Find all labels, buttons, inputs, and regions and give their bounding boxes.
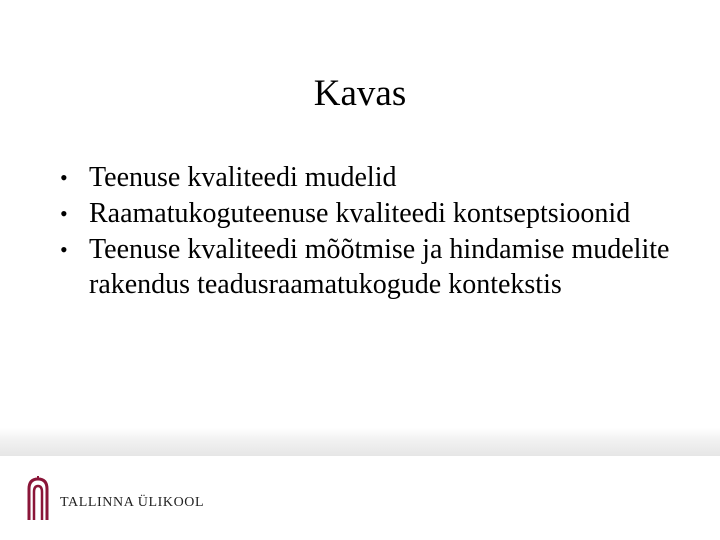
bullet-text: Teenuse kvaliteedi mudelid (89, 162, 397, 193)
bullet-item (60, 232, 670, 302)
university-logo (26, 474, 204, 522)
bullet-text: Teenuse kvaliteedi mõõtmise ja hindamise mudelite rakendus teadusraamatukogude kontekstis (89, 234, 670, 300)
bullet-item (60, 160, 670, 195)
slide-title: Kavas (313, 73, 407, 114)
footer-band (0, 428, 720, 456)
bullet-text: Raamatukoguteenuse kvaliteedi kontseptsioonid (89, 198, 631, 229)
tallinn-university-logo-icon (26, 475, 50, 521)
bullet-list (60, 160, 670, 303)
bullet-item (60, 196, 670, 231)
logo-text: TALLINNA ÜLIKOOL (60, 495, 205, 510)
bullet-dot: • (60, 237, 68, 262)
bullet-dot: • (60, 165, 68, 190)
bullet-dot: • (60, 201, 68, 226)
